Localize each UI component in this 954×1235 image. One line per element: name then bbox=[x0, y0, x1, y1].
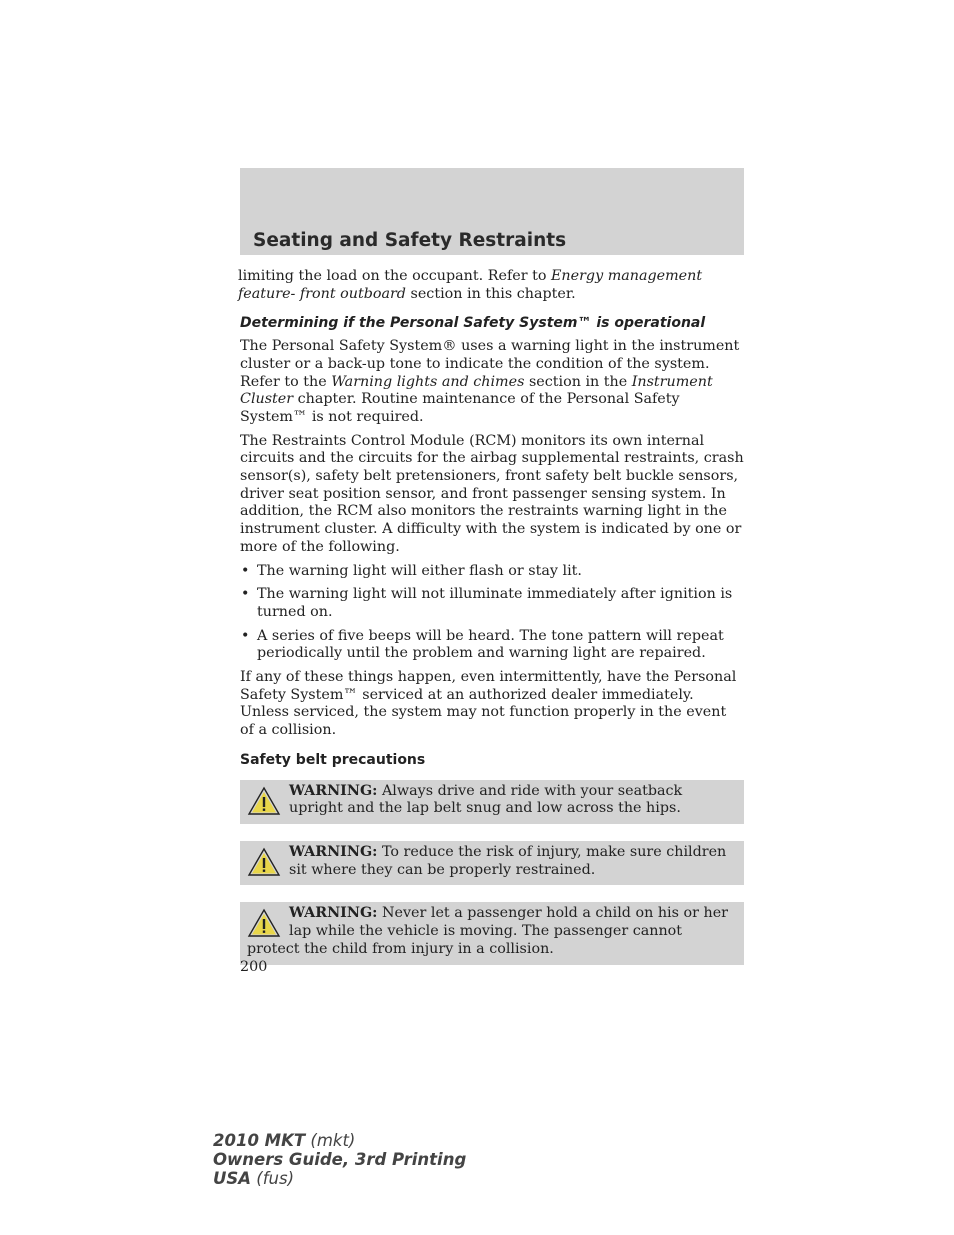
footer-line-3 bbox=[213, 1169, 466, 1188]
pss-p1-ref-1: Warning lights and chimes bbox=[331, 373, 525, 390]
warning-label: WARNING: bbox=[289, 843, 378, 860]
footer-line-2: Owners Guide, 3rd Printing bbox=[213, 1150, 467, 1169]
footer-model-code: (mkt) bbox=[305, 1131, 356, 1150]
pss-p1-ref-2: Instrument Cluster bbox=[240, 373, 713, 408]
pss-p1-b: section in the bbox=[524, 373, 632, 390]
warning-box-3 bbox=[240, 902, 744, 964]
pss-p1-c: chapter. Routine maintenance of the Personal Safety System™ is not required. bbox=[240, 391, 680, 425]
intro-reference: Energy management feature- front outboard bbox=[238, 268, 703, 302]
footer-model: 2010 MKT bbox=[213, 1131, 306, 1150]
list-item-text: The warning light will either flash or stay lit. bbox=[257, 562, 582, 579]
warning-triangle-icon bbox=[247, 786, 281, 816]
warning-box-2 bbox=[240, 841, 744, 885]
warning-label: WARNING: bbox=[289, 782, 378, 799]
page-content bbox=[240, 268, 744, 982]
list-item-text: The warning light will not illuminate immediately after ignition is turned on. bbox=[257, 586, 733, 620]
pss-p1-a: The Personal Safety System® uses a warning light in the instrument cluster or a back-up tone to indicate the condition of the system. Refer to the bbox=[240, 338, 740, 390]
warning-triangle-icon bbox=[247, 908, 281, 938]
intro-text-2: section in this chapter. bbox=[405, 285, 576, 302]
bullet-icon: • bbox=[241, 586, 250, 603]
section-heading-safety-belt: Safety belt precautions bbox=[240, 751, 426, 768]
bullet-icon: • bbox=[241, 627, 250, 644]
footer-line-1 bbox=[213, 1131, 466, 1150]
pss-paragraph-2: The Restraints Control Module (RCM) monitors its own internal circuits and the circuits for the airbag supplemental restraints, crash sensor(s), safety belt pretensioners, front safety belt buckle sensors, driver seat position sensor, and front passenger sensing system. In addition, the RCM also monitors the restraints warning light in the instrument cluster. A difficulty with the system is indicated by one or more of the following. bbox=[240, 432, 744, 555]
list-item-text: A series of five beeps will be heard. The tone pattern will repeat periodically until the problem and warning light are repaired. bbox=[257, 627, 724, 662]
warning-text: Always drive and ride with your seatback upright and the lap belt snug and low across the hips. bbox=[289, 782, 683, 817]
warning-text: Never let a passenger hold a child on his or her lap while the vehicle is moving. The passenger cannot protect the child from injury in a collision. bbox=[247, 905, 728, 957]
chapter-title: Seating and Safety Restraints bbox=[253, 230, 567, 251]
footer-market: USA bbox=[213, 1169, 252, 1188]
list-item bbox=[240, 628, 744, 663]
bullet-icon: • bbox=[241, 562, 250, 579]
intro-paragraph bbox=[238, 268, 744, 303]
warning-triangle-icon bbox=[247, 847, 281, 877]
footer-market-code: (fus) bbox=[251, 1169, 295, 1188]
intro-text-1: limiting the load on the occupant. Refer to bbox=[238, 268, 551, 284]
warning-box-1 bbox=[240, 780, 744, 824]
list-item bbox=[240, 586, 744, 621]
pss-paragraph-1 bbox=[240, 338, 744, 427]
pss-paragraph-3: If any of these things happen, even intermittently, have the Personal Safety System™ serviced at an authorized dealer immediately. Unless serviced, the system may not function properly in the event of a collision. bbox=[240, 669, 737, 739]
section-heading-pss: Determining if the Personal Safety System™ is operational bbox=[240, 315, 706, 332]
warning-label: WARNING: bbox=[289, 905, 378, 922]
list-item bbox=[240, 563, 744, 581]
symptom-list bbox=[240, 563, 744, 664]
page-number: 200 bbox=[240, 959, 268, 975]
document-footer bbox=[213, 1131, 466, 1188]
chapter-header-band bbox=[240, 168, 744, 255]
warning-text: To reduce the risk of injury, make sure children sit where they can be properly restrained. bbox=[289, 843, 727, 878]
